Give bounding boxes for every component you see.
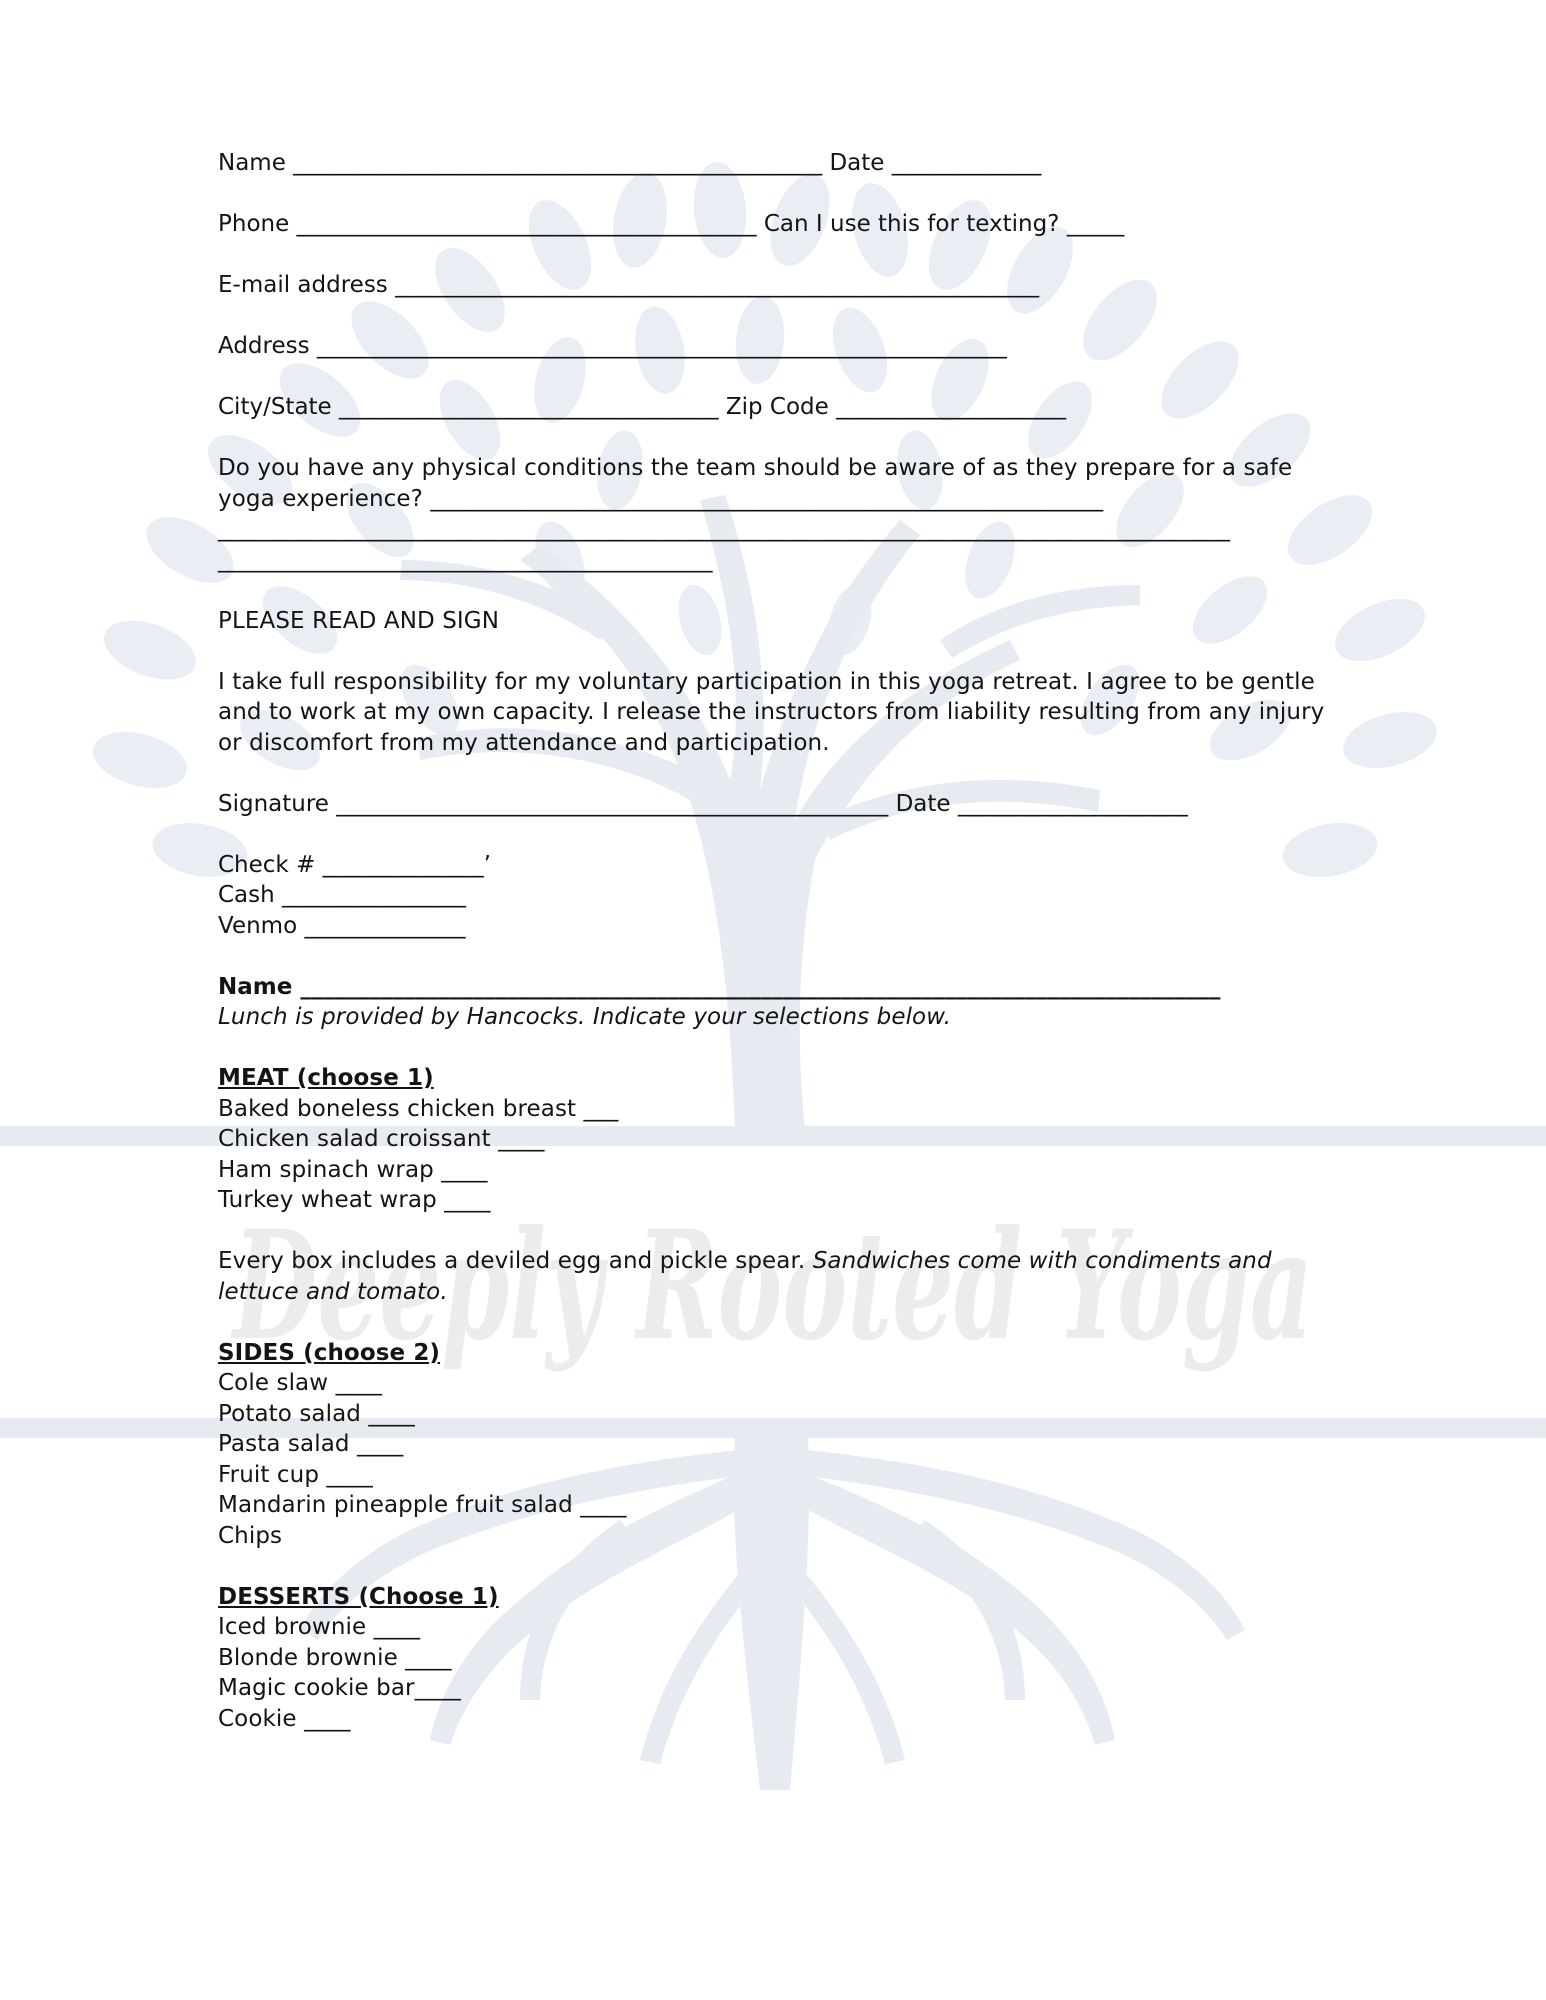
sides-heading: SIDES (choose 2) [218, 1339, 441, 1366]
physical-conditions-line-2[interactable]: ________________________________________________________________________________________ [218, 516, 1230, 542]
dessert-option-cookie[interactable]: Cookie ____ [218, 1705, 351, 1732]
side-option-cole-slaw[interactable]: Cole slaw ____ [218, 1370, 382, 1396]
address-field[interactable]: Address ____________________________________________________________ [218, 333, 1007, 359]
lunch-name-field[interactable]: Name ________________________________________________________________________________ [218, 973, 1221, 1000]
registration-form [218, 148, 1338, 1734]
signature-date-field[interactable]: Signature ________________________________________________ Date ____________________ [218, 790, 1188, 817]
desserts-heading: DESSERTS (Choose 1) [218, 1583, 499, 1610]
name-date-field[interactable]: Name ______________________________________________ Date _____________ [218, 150, 1042, 176]
email-field[interactable]: E-mail address ________________________________________________________ [218, 272, 1040, 298]
phone-texting-field[interactable]: Phone ________________________________________ Can I use this for texting? _____ [218, 211, 1125, 237]
physical-conditions-line-3[interactable]: ___________________________________________ [218, 546, 713, 573]
city-state-zip-field[interactable]: City/State _________________________________ Zip Code ____________________ [218, 394, 1067, 420]
watermark-text: Deeply Rooted Yoga [230, 1198, 1314, 1374]
cash-field[interactable]: Cash ________________ [218, 882, 467, 908]
physical-conditions-question[interactable]: Do you have any physical conditions the team should be aware of as they prepare for a safe yoga experience? __________________________________________________________ [218, 455, 1293, 512]
meat-heading: MEAT (choose 1) [218, 1065, 434, 1091]
waiver-heading: PLEASE READ AND SIGN [218, 607, 500, 634]
venmo-field[interactable]: Venmo ______________ [218, 912, 466, 939]
check-field[interactable]: Check # ______________’ [218, 851, 491, 878]
waiver-text: I take full responsibility for my voluntary participation in this yoga retreat. I agree to be gentle and to work at my own capacity. I release the instructors from liability resulting from any injury or discomfort from my attendance and participation. [218, 668, 1325, 756]
box-note [218, 1246, 1338, 1307]
side-option-potato-salad[interactable]: Potato salad ____ [218, 1400, 415, 1427]
dessert-option-iced-brownie[interactable]: Iced brownie ____ [218, 1614, 421, 1640]
dessert-option-blonde-brownie[interactable]: Blonde brownie ____ [218, 1644, 452, 1671]
side-option-fruit-cup[interactable]: Fruit cup ____ [218, 1461, 373, 1488]
side-option-pasta-salad[interactable]: Pasta salad ____ [218, 1431, 404, 1457]
box-note-italic: Sandwiches come with condiments and lettuce and tomato. [218, 1248, 1272, 1305]
box-note-plain: Every box includes a deviled egg and pickle spear. [218, 1248, 813, 1274]
meat-option-ham-spinach-wrap[interactable]: Ham spinach wrap ____ [218, 1156, 488, 1183]
lunch-note: Lunch is provided by Hancocks. Indicate your selections below. [218, 1004, 952, 1030]
meat-option-turkey-wheat-wrap[interactable]: Turkey wheat wrap ____ [218, 1187, 491, 1213]
side-option-mandarin-fruit-salad[interactable]: Mandarin pineapple fruit salad ____ [218, 1492, 627, 1518]
meat-option-chicken-breast[interactable]: Baked boneless chicken breast ___ [218, 1095, 619, 1122]
dessert-option-magic-cookie-bar[interactable]: Magic cookie bar____ [218, 1675, 461, 1701]
side-option-chips: Chips [218, 1522, 283, 1549]
meat-option-chicken-salad-croissant[interactable]: Chicken salad croissant ____ [218, 1126, 545, 1152]
